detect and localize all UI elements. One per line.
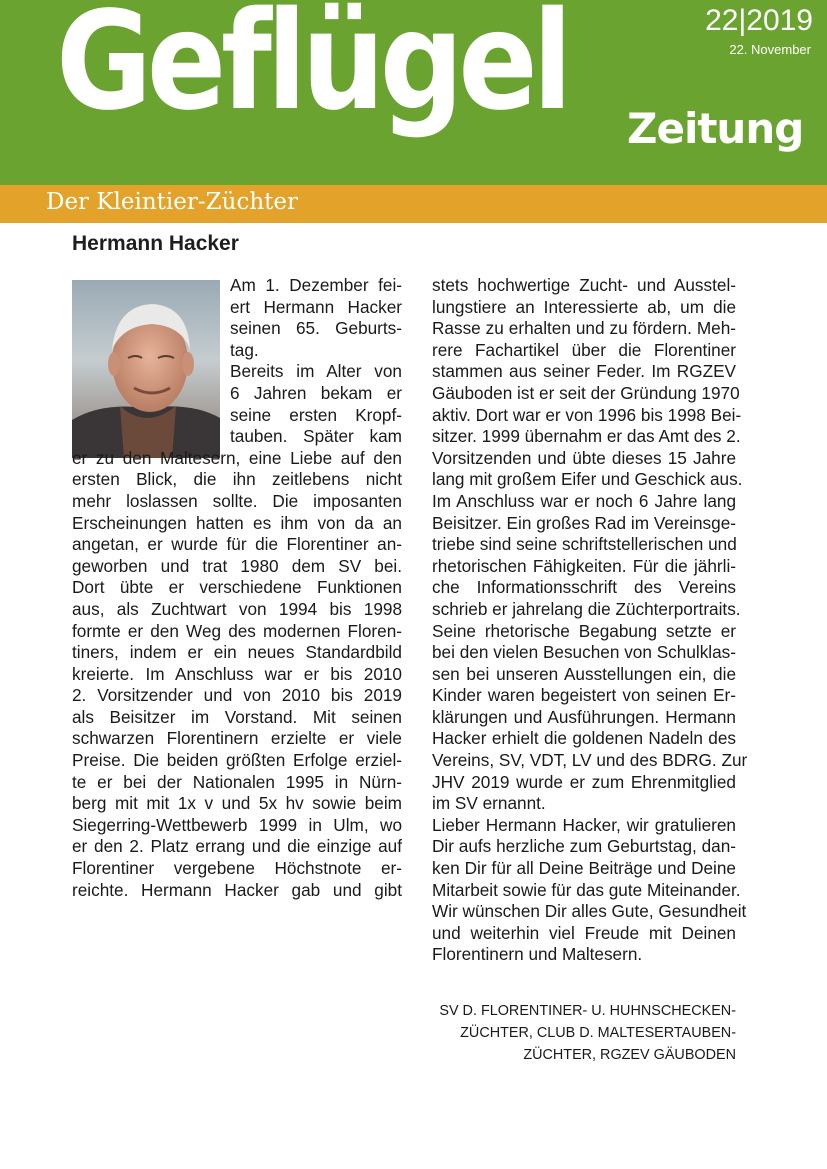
text-line: sitzer. 1999 übernahm er das Amt des 2. (432, 426, 741, 447)
article-column-right (432, 275, 748, 966)
text-line: Wir wünschen Dir alles Gute, Gesundheit (432, 901, 747, 922)
text-line: formte er den Weg des modernen Floren- (72, 620, 402, 641)
text-line: Siegerring-Wettbewerb 1999 in Ulm, wo (72, 814, 402, 835)
text-line: Erscheinungen hatten es ihm von da an (72, 512, 402, 533)
text-line: angetan, er wurde für die Florentiner an- (72, 534, 402, 555)
text-line: Seine rhetorische Begabung setzte er (432, 620, 736, 641)
text-line: berg mit mit 1x v und 5x hv sowie beim (72, 793, 402, 814)
text-line: schwarzen Florentinern erzielte er viele (72, 728, 402, 749)
text-line: sen bei unseren Ausstellungen ein, die (432, 663, 736, 684)
text-line: Florentiner vergebene Höchstnote er- (72, 858, 402, 879)
text-line: geworben und trat 1980 dem SV bei. (72, 555, 402, 576)
text-line: Am 1. Dezember fei- (230, 275, 402, 295)
text-line: triebe sind seine schriftstellerischen und (432, 534, 737, 555)
text-line: Gäuboden ist er seit der Gründung 1970 (432, 382, 740, 403)
text-line: 6 Jahren bekam er (230, 382, 402, 403)
text-line: Florentinern und Maltesern. (432, 944, 643, 965)
text-line: seinen 65. Geburts- (230, 318, 402, 339)
text-line: reichte. Hermann Hacker gab und gibt (72, 879, 402, 900)
text-line: Vorsitzenden und übte dieses 15 Jahre (432, 447, 736, 468)
text-line: Dort übte er verschiedene Funktionen (72, 577, 402, 598)
text-line: Dir aufs herzliche zum Geburtstag, dan- (432, 836, 736, 857)
logo-subtitle: Zeitung (627, 104, 804, 153)
text-line: Rasse zu erhalten und zu fördern. Meh- (432, 318, 736, 339)
signature-line: ZÜCHTER, CLUB D. MALTESERTAUBEN- (460, 1025, 736, 1041)
text-line: seine ersten Kropf- (230, 404, 402, 425)
text-line: er den 2. Platz errang und die einzige auf (72, 836, 402, 857)
text-line: che Informationsschrift des Vereins (432, 577, 736, 598)
issue-number: 22|2019 (705, 4, 813, 37)
text-line: te er bei der Nationalen 1995 in Nürn- (72, 771, 402, 792)
text-line: ken Dir für all Deine Beiträge und Deine (432, 858, 736, 879)
article-headline: Hermann Hacker (72, 232, 239, 255)
text-line: Bereits im Alter von (230, 361, 402, 382)
text-line: Preise. Die beiden größten Erfolge erziel- (72, 750, 402, 771)
text-line: kreierte. Im Anschluss war er bis 2010 (72, 663, 402, 684)
text-line: Kinder waren begeistert von seinen Er- (432, 685, 736, 706)
article-signature (432, 1000, 736, 1066)
text-line: 2. Vorsitzender und von 2010 bis 2019 (72, 685, 402, 706)
section-title: Der Kleintier-Züchter (46, 189, 298, 215)
text-line: rhetorischen Fähigkeiten. Für die jährli- (432, 555, 736, 576)
text-line: im SV ernannt. (432, 793, 546, 814)
text-line: Lieber Hermann Hacker, wir gratulieren (432, 814, 736, 835)
text-line: Vereins, SV, VDT, LV und des BDRG. Zur (432, 750, 748, 771)
text-line: schrieb er jahrelang die Züchterportraits. (432, 598, 741, 619)
text-line: ert Hermann Hacker (230, 296, 402, 317)
text-line: stets hochwertige Zucht- und Ausstel- (432, 275, 736, 295)
text-line: lungstiere an Interessierte ab, um die (432, 296, 736, 317)
article-column-left (72, 275, 402, 901)
text-line: und weiterhin viel Freude mit Deinen (432, 922, 736, 943)
masthead (0, 0, 827, 185)
text-line: aktiv. Dort war er von 1996 bis 1998 Bei- (432, 404, 742, 425)
text-line: tag. (230, 339, 259, 360)
text-line: JHV 2019 wurde er zum Ehrenmitglied (432, 771, 736, 792)
issue-date: 22. November (729, 42, 811, 57)
text-line: er zu den Maltesern, eine Liebe auf den (72, 447, 402, 468)
text-line: als Beisitzer im Vorstand. Mit seinen (72, 706, 402, 727)
text-line: klärungen und Ausführungen. Hermann (432, 706, 736, 727)
text-line: Im Anschluss war er noch 6 Jahre lang (432, 490, 736, 511)
text-line: Beisitzer. Ein großes Rad im Vereinsge- (432, 512, 736, 533)
signature-line: ZÜCHTER, RGZEV GÄUBODEN (523, 1047, 736, 1063)
logo-title: Geflügel (56, 0, 568, 141)
text-line: rere Fachartikel über die Florentiner (432, 339, 736, 360)
text-line: bei den vielen Besuchen von Schulklas- (432, 642, 736, 663)
text-line: stammen aus seiner Feder. Im RGZEV (432, 361, 736, 382)
text-line: lang mit großem Eifer und Geschick aus. (432, 469, 743, 490)
text-line: ersten Blick, die ihn zeitlebens nicht (72, 469, 402, 490)
signature-line: SV D. FLORENTINER- U. HUHNSCHECKEN- (439, 1003, 736, 1019)
text-line: mehr loslassen sollte. Die imposanten (72, 490, 402, 511)
text-line: aus, als Zuchtwart von 1994 bis 1998 (72, 598, 402, 619)
text-line: tiners, indem er ein neues Standardbild (72, 642, 402, 663)
text-line: tauben. Später kam (230, 426, 402, 447)
text-line: Hacker erhielt die goldenen Nadeln des (432, 728, 736, 749)
text-line: Mitarbeit sowie für das gute Miteinander. (432, 879, 741, 900)
